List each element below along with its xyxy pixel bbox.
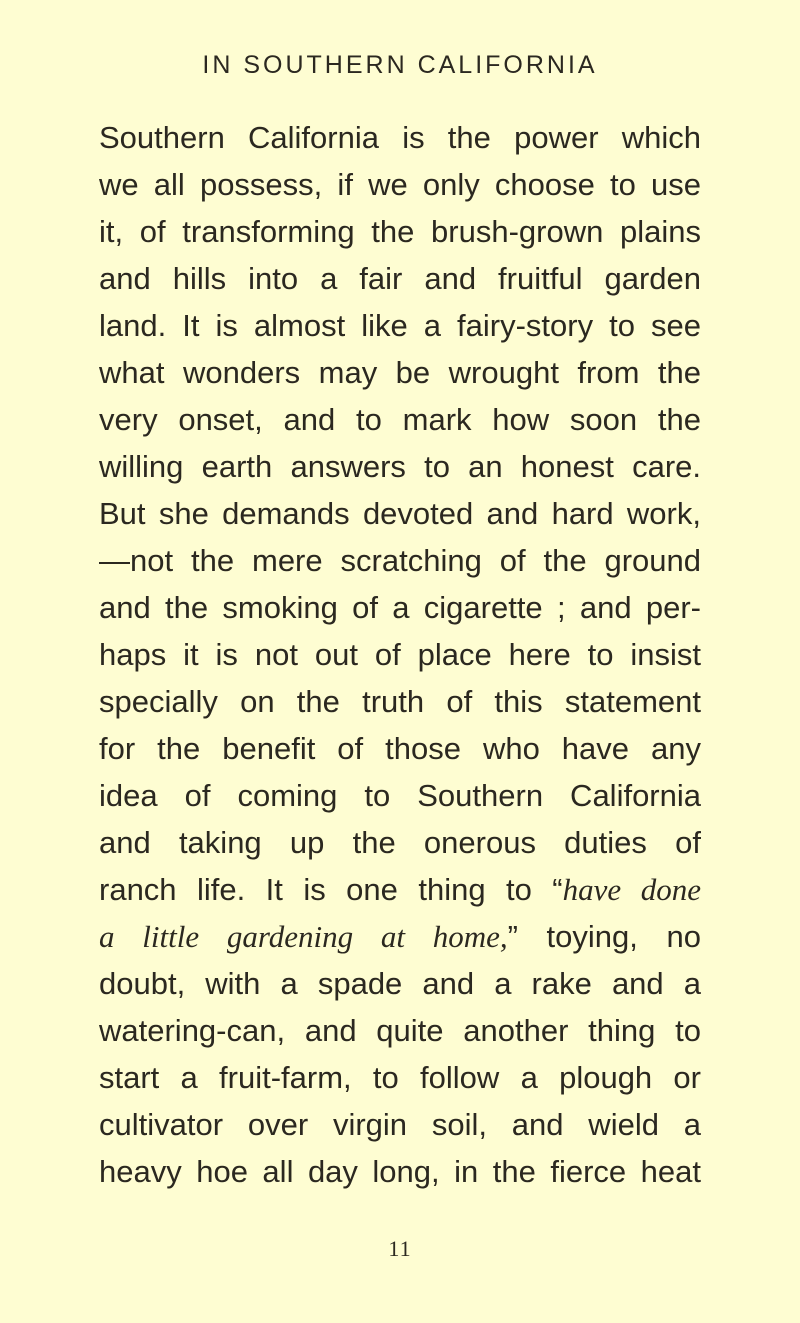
text-run: ranch life. It is one thing to “ <box>99 872 563 907</box>
text-line: we all possess, if we only choose to use <box>99 167 701 202</box>
text-line: for the benefit of those who have any <box>99 731 701 766</box>
text-line: But she demands devoted and hard work, <box>99 496 701 531</box>
text-line-quote-start <box>99 866 701 913</box>
text-line: watering-can, and quite another thing to <box>99 1013 701 1048</box>
text-line: start a fruit-farm, to follow a plough or <box>99 1060 701 1095</box>
text-line: idea of coming to Southern California <box>99 778 701 813</box>
text-line: —not the mere scratching of the ground <box>99 543 701 578</box>
text-line: and taking up the onerous duties of <box>99 825 701 860</box>
text-line: Southern California is the power which <box>99 120 701 155</box>
text-line: doubt, with a spade and a rake and a <box>99 966 701 1001</box>
text-line: specially on the truth of this statement <box>99 684 701 719</box>
text-line: haps it is not out of place here to insist <box>99 637 701 672</box>
page-number: 11 <box>388 1236 412 1261</box>
text-line: and the smoking of a cigarette ; and per- <box>99 590 701 625</box>
italic-quote: a little gardening at home, <box>99 919 508 954</box>
text-line: what wonders may be wrought from the <box>99 355 701 390</box>
text-line: cultivator over virgin soil, and wield a <box>99 1107 701 1142</box>
text-line: heavy hoe all day long, in the fierce heat <box>99 1154 701 1189</box>
body-paragraph <box>99 114 701 1195</box>
text-line: willing earth answers to an honest care. <box>99 449 701 484</box>
text-line: land. It is almost like a fairy-story to see <box>99 308 701 343</box>
running-head: IN SOUTHERN CALIFORNIA <box>202 51 598 79</box>
italic-quote: have done <box>562 872 701 907</box>
text-line: very onset, and to mark how soon the <box>99 402 701 437</box>
text-line-quote-end <box>99 913 701 960</box>
text-run: ” toying, no <box>507 919 701 954</box>
text-line: and hills into a fair and fruitful garden <box>99 261 701 296</box>
text-line: it, of transforming the brush-grown plains <box>99 214 701 249</box>
